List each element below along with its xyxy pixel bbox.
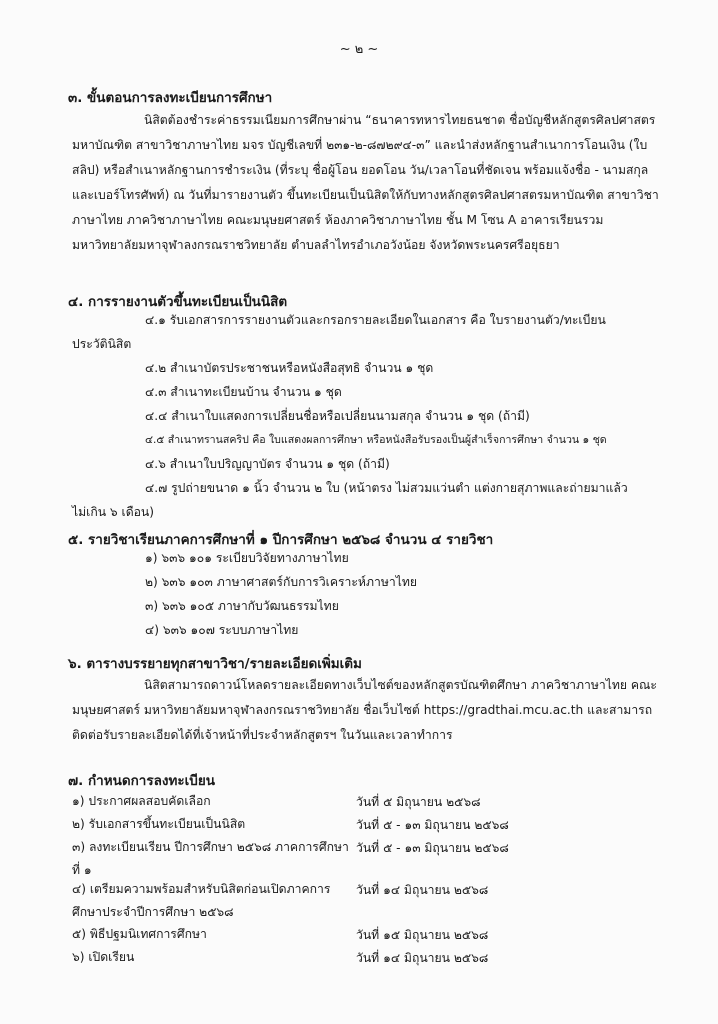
page-number: ~ ๒ ~ (339, 42, 379, 57)
section-4-item-7: ๔.๗ รูปถ่ายขนาด ๑ นิ้ว จำนวน ๒ ใบ (หน้าตรง ไม่สวมแว่นตำ แต่งกายสุภาพและถ่ายมาแล้ว (145, 481, 628, 495)
schedule-item-5: ๕) พิธีปฐมนิเทศการศึกษา (72, 927, 207, 941)
schedule-date-5: วันที่ ๑๕ มิถุนายน ๒๕๖๘ (356, 928, 489, 942)
section-4-item-2: ๔.๒ สำเนาบัตรประชาชนหรือหนังสือสุทธิ จำนวน ๑ ชุด (145, 361, 434, 375)
section-6-title: ๖. ตารางบรรยายทุกสาขาวิชา/รายละเอียดเพิ่มเติม (68, 656, 362, 672)
schedule-item-1: ๑) ประกาศผลสอบคัดเลือก (72, 794, 211, 808)
section-3-title: ๓. ขั้นตอนการลงทะเบียนการศึกษา (68, 90, 273, 106)
schedule-item-2: ๒) รับเอกสารขึ้นทะเบียนเป็นนิสิต (72, 817, 246, 831)
section-6-body (72, 673, 660, 748)
schedule-item-6: ๖) เปิดเรียน (72, 950, 135, 964)
course-2: ๒) ๖๓๖ ๑๐๓ ภาษาศาสตร์กับการวิเคราะห์ภาษาไทย (145, 575, 418, 589)
course-3: ๓) ๖๓๖ ๑๐๕ ภาษากับวัฒนธรรมไทย (145, 599, 339, 613)
section-4-item-6: ๔.๖ สำเนาใบปริญญาบัตร จำนวน ๑ ชุด (ถ้ามี) (145, 457, 390, 471)
schedule-item-4: ๔) เตรียมความพร้อมสำหรับนิสิตก่อนเปิดภาคการศึกษาประจำปีการศึกษา ๒๕๖๘ (72, 882, 331, 919)
section-4-item-5: ๔.๕ สำเนาทรานสคริป คือ ใบแสดงผลการศึกษา หรือหนังสือรับรองเป็นผู้สำเร็จการศึกษา จำนวน ๑ ชุด (145, 434, 607, 446)
section-4-item-7-cont: ไม่เกิน ๖ เดือน) (72, 505, 155, 519)
section-7-title: ๗. กำหนดการลงทะเบียน (68, 773, 215, 789)
section-4-item-1-cont: ประวัตินิสิต (72, 337, 132, 351)
course-4: ๔) ๖๓๖ ๑๐๗ ระบบภาษาไทย (145, 623, 299, 637)
schedule-date-3: วันที่ ๕ - ๑๓ มิถุนายน ๒๕๖๘ (356, 841, 509, 855)
section-3-text: นิสิตต้องชำระค่าธรรมเนียมการศึกษาผ่าน “ธนาคารทหารไทยธนชาต ชื่อบัญชีหลักสูตรศิลปศาสตรมหาบัณฑิต สาขาวิชาภาษาไทย มจร บัญชีเลขที่ ๒๓๑-๒-๘๗๒๙๔-๓” และนำส่งหลักฐานสำเนาการโอนเงิน (ใบสลิป) หรือสำเนาหลักฐานการชำระเงิน (ที่ระบุ ชื่อผู้โอน ยอดโอน วัน/เวลาโอนที่ชัดเจน พร้อมแจ้งชื่อ - นามสกุล และเบอร์โทรศัพท์) ณ วันที่มารายงานตัว ขึ้นทะเบียนเป็นนิสิตให้กับทางหลักสูตรศิลปศาสตรมหาบัณฑิต สาขาวิชาภาษาไทย ภาควิชาภาษาไทย คณะมนุษยศาสตร์ ห้องภาควิชาภาษาไทย ชั้น M โซน A อาคารเรียนรวม มหาวิทยาลัยมหาจุฬาลงกรณราชวิทยาลัย ตำบลลำไทรอำเภอวังน้อย จังหวัดพระนครศรีอยุธยา (72, 113, 659, 252)
section-4-item-3: ๔.๓ สำเนาทะเบียนบ้าน จำนวน ๑ ชุด (145, 385, 342, 399)
section-5-title: ๕. รายวิชาเรียนภาคการศึกษาที่ ๑ ปีการศึกษา ๒๕๖๘ จำนวน ๔ รายวิชา (68, 532, 494, 548)
section-4-item-4: ๔.๔ สำเนาใบแสดงการเปลี่ยนชื่อหรือเปลี่ยนนามสกุล จำนวน ๑ ชุด (ถ้ามี) (145, 409, 530, 423)
schedule-date-1: วันที่ ๕ มิถุนายน ๒๕๖๘ (356, 795, 481, 809)
section-4-title: ๔. การรายงานตัวขึ้นทะเบียนเป็นนิสิต (68, 294, 288, 310)
schedule-date-6: วันที่ ๑๔ มิถุนายน ๒๕๖๘ (356, 951, 489, 965)
schedule-date-2: วันที่ ๕ - ๑๓ มิถุนายน ๒๕๖๘ (356, 818, 509, 832)
schedule-item-3: ๓) ลงทะเบียนเรียน ปีการศึกษา ๒๕๖๘ ภาคการศึกษาที่ ๑ (72, 840, 349, 877)
section-6-text: นิสิตสามารถดาวน์โหลดรายละเอียดทางเว็บไซต์ของหลักสูตรบัณฑิตศึกษา ภาควิชาภาษาไทย คณะมนุษยศาสตร์ มหาวิทยาลัยมหาจุฬาลงกรณราชวิทยาลัย ชื่อเว็บไซต์ https://gradthai.mcu.ac.th และสามารถติดต่อรับรายละเอียดได้ที่เจ้าหน้าที่ประจำหลักสูตรฯ ในวันและเวลาทำการ (72, 678, 657, 742)
section-3-body (72, 108, 660, 258)
course-1: ๑) ๖๓๖ ๑๐๑ ระเบียบวิจัยทางภาษาไทย (145, 551, 349, 565)
schedule-date-4: วันที่ ๑๔ มิถุนายน ๒๕๖๘ (356, 883, 489, 897)
section-4-item-1: ๔.๑ รับเอกสารการรายงานตัวและกรอกรายละเอียดในเอกสาร คือ ใบรายงานตัว/ทะเบียน (145, 313, 606, 327)
